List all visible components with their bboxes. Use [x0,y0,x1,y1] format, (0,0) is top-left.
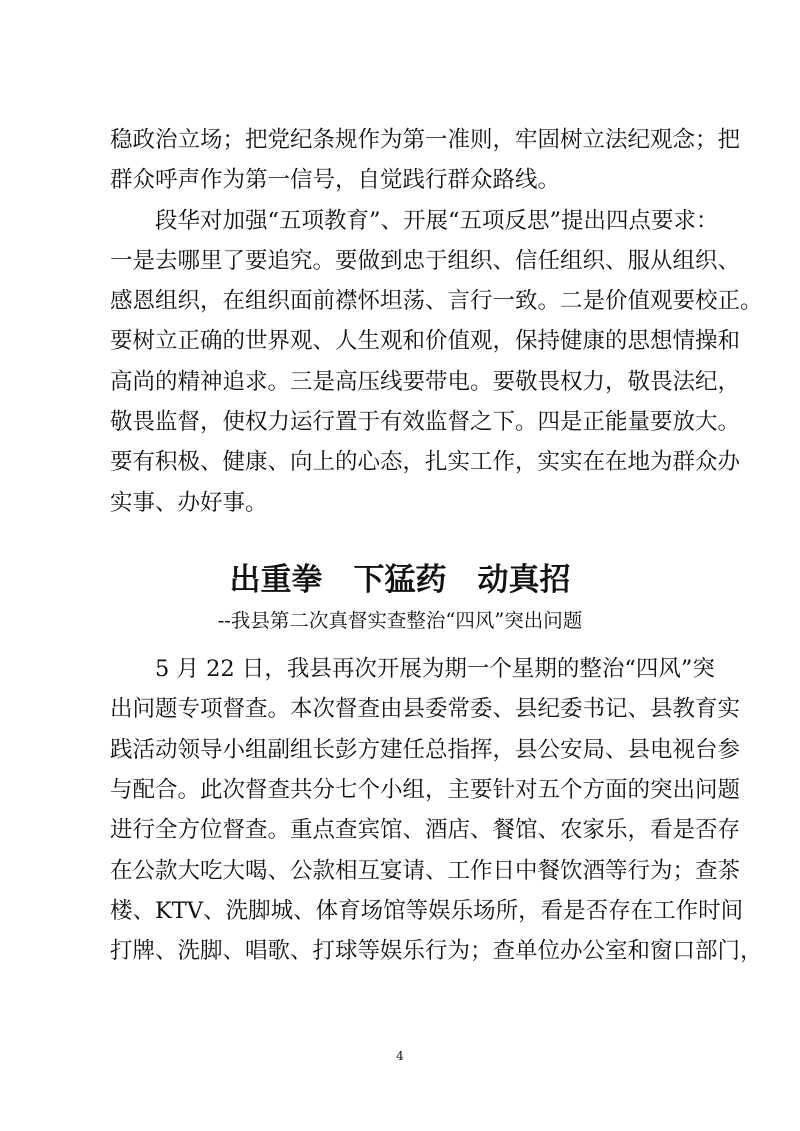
paragraph-line: 段华对加强“五项教育”、开展“五项反思”提出四点要求： [155,208,719,234]
paragraph-line: 5 月 22 日，我县再次开展为期一个星期的整治“四风”突 [155,656,715,682]
paragraph-line: 群众呼声作为第一信号，自觉践行群众路线。 [110,167,561,193]
paragraph-line: 要有积极、健康、向上的心态，扎实工作，实实在在地为群众办 [110,449,741,475]
paragraph-line: 实事、办好事。 [110,490,268,516]
paragraph-line: 与配合。此次督查共分七个小组，主要针对五个方面的突出问题 [110,777,741,803]
paragraph-line: 稳政治立场；把党纪条规作为第一准则，牢固树立法纪观念；把 [110,127,741,153]
paragraph-line: 践活动领导小组副组长彭方建任总指挥，县公安局、县电视台参 [110,737,741,763]
paragraph-line: 进行全方位督查。重点查宾馆、酒店、餐馆、农家乐，看是否存 [110,817,741,843]
paragraph-line: 要树立正确的世界观、人生观和价值观，保持健康的思想情操和 [110,328,741,354]
article-subtitle: --我县第二次真督实查整治“四风”突出问题 [217,609,583,632]
page-number: 4 [396,1049,404,1063]
paragraph-line: 感恩组织，在组织面前襟怀坦荡、言行一致。二是价值观要校正。 [110,288,763,314]
paragraph-line: 楼、KTV、洗脚城、体育场馆等娱乐场所，看是否存在工作时间 [110,898,744,924]
paragraph-line: 一是去哪里了要追究。要做到忠于组织、信任组织、服从组织、 [110,248,741,274]
paragraph-line: 出问题专项督查。本次督查由县委常委、县纪委书记、县教育实 [110,696,741,722]
paragraph-line: 打牌、洗脚、唱歌、打球等娱乐行为；查单位办公室和窗口部门， [110,938,763,964]
article-title: 出重拳 下猛药 动真招 [229,562,571,598]
paragraph-line: 在公款大吃大喝、公款相互宴请、工作日中餐饮酒等行为；查茶 [110,858,741,884]
paragraph-line: 高尚的精神追求。三是高压线要带电。要敬畏权力，敬畏法纪， [110,369,741,395]
paragraph-line: 敬畏监督，使权力运行置于有效监督之下。四是正能量要放大。 [110,409,741,435]
